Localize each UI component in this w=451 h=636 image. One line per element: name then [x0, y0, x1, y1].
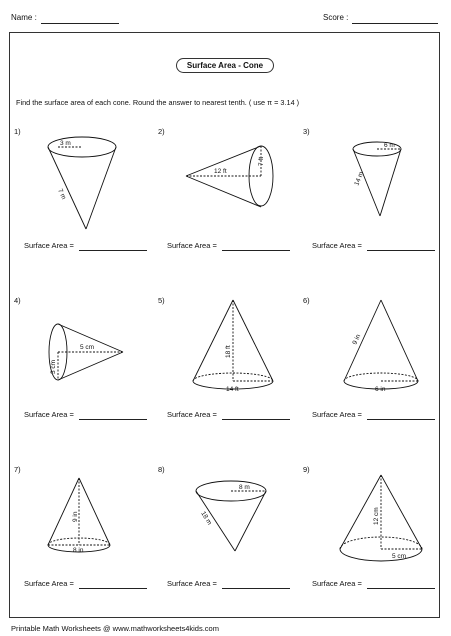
- problem-number: 7): [14, 465, 21, 474]
- answer-label: Surface Area =: [312, 241, 362, 250]
- problem-number: 8): [158, 465, 165, 474]
- dimension-label: 7 ft: [258, 156, 265, 166]
- dimension-label: 12 ft: [214, 168, 227, 175]
- worksheet-title: Surface Area - Cone: [176, 58, 274, 73]
- answer-label: Surface Area =: [167, 241, 217, 250]
- dimension-label: 6 in: [375, 386, 386, 393]
- dimension-label: 18 m: [199, 510, 213, 527]
- dimension-label: 14 ft: [226, 386, 239, 393]
- problem-number: 2): [158, 127, 165, 136]
- problem-number: 9): [303, 465, 310, 474]
- answer-field[interactable]: [79, 250, 147, 251]
- dimension-label: 9 in: [72, 511, 79, 522]
- answer-label: Surface Area =: [312, 410, 362, 419]
- dimension-label: 8 m: [239, 484, 250, 491]
- dimension-label: 3 cm: [50, 359, 57, 374]
- dimension-label: 6 m: [384, 142, 395, 149]
- problem-number: 6): [303, 296, 310, 305]
- answer-field[interactable]: [79, 588, 147, 589]
- problem-number: 1): [14, 127, 21, 136]
- answer-label: Surface Area =: [24, 241, 74, 250]
- footer-credit: Printable Math Worksheets @ www.mathworksheets4kids.com: [11, 624, 219, 633]
- dimension-label: 5 cm: [80, 344, 95, 351]
- cone-figure-1: [48, 137, 116, 229]
- cone-figure-2: [186, 146, 273, 207]
- answer-field[interactable]: [367, 588, 435, 589]
- problem-number: 4): [14, 296, 21, 305]
- dimension-label: 12 cm: [373, 507, 380, 525]
- name-label: Name :: [11, 13, 37, 22]
- answer-field[interactable]: [367, 419, 435, 420]
- answer-field[interactable]: [367, 250, 435, 251]
- answer-field[interactable]: [79, 419, 147, 420]
- dimension-label: 14 m: [353, 170, 366, 187]
- answer-label: Surface Area =: [167, 410, 217, 419]
- answer-label: Surface Area =: [24, 579, 74, 588]
- dimension-label: 3 m: [60, 140, 71, 147]
- dimension-label: 18 ft: [225, 345, 232, 358]
- cone-figure-4: [49, 324, 123, 380]
- answer-label: Surface Area =: [167, 579, 217, 588]
- answer-field[interactable]: [222, 250, 290, 251]
- dimension-label: 8 in: [73, 547, 84, 554]
- dimension-label: 7 m: [56, 187, 68, 201]
- dimension-label: 9 in: [351, 333, 363, 346]
- answer-label: Surface Area =: [24, 410, 74, 419]
- answer-field[interactable]: [222, 588, 290, 589]
- cone-figure-5: [193, 300, 273, 389]
- problem-number: 3): [303, 127, 310, 136]
- problem-number: 5): [158, 296, 165, 305]
- instructions: Find the surface area of each cone. Round the answer to nearest tenth. ( use π = 3.14 ): [16, 98, 300, 107]
- dimension-label: 5 cm: [392, 553, 407, 560]
- cone-figure-7: [48, 478, 110, 552]
- answer-label: Surface Area =: [312, 579, 362, 588]
- cone-figure-9: [340, 475, 422, 561]
- answer-field[interactable]: [222, 419, 290, 420]
- score-label: Score :: [323, 13, 349, 22]
